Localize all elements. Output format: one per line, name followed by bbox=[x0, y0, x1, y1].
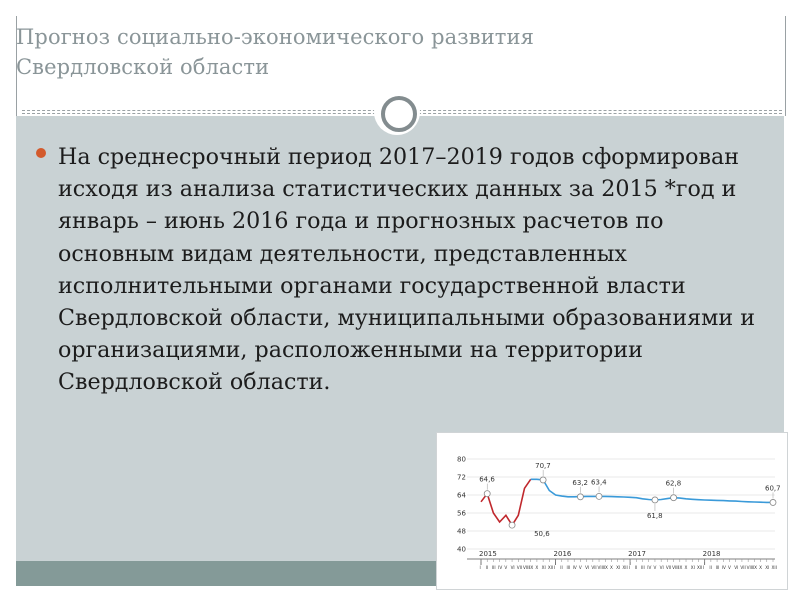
data-label: 63,2 bbox=[572, 478, 588, 487]
data-label: 62,8 bbox=[665, 479, 682, 488]
bullet-text: На среднесрочный период 2017–2019 годов сформирован исходя из анализа статистических данных за 2015 *год и январь – июнь 2016 года и прогнозных расчетов по основным видам деятельности, представленных исполнительными органами государственной власти Свердловской области, муниципальными образованиями и организациями, расположенными на территории Свердловской области. bbox=[58, 144, 755, 396]
month-tick-label: III bbox=[715, 565, 720, 570]
data-point bbox=[596, 493, 602, 499]
month-tick-label: I bbox=[628, 565, 630, 570]
month-tick-label: X bbox=[535, 565, 539, 570]
month-tick-label: VI bbox=[585, 565, 590, 570]
data-label: 50,6 bbox=[534, 530, 550, 539]
month-tick-label: II bbox=[485, 565, 489, 570]
data-label: 64,6 bbox=[479, 475, 495, 484]
month-tick-label: I bbox=[479, 565, 481, 570]
month-tick-label: XI bbox=[616, 565, 621, 570]
title-line-1: Прогноз социально-экономического развития bbox=[16, 25, 534, 49]
month-tick-label: IV bbox=[572, 565, 577, 570]
month-tick-label: VIII bbox=[522, 565, 530, 570]
bullet-icon bbox=[36, 148, 46, 158]
month-tick-label: III bbox=[641, 565, 645, 570]
month-tick-label: IX bbox=[752, 565, 757, 570]
data-point bbox=[577, 494, 583, 500]
data-label: 61,8 bbox=[646, 511, 663, 520]
chart-svg bbox=[437, 433, 789, 591]
month-tick-label: VII bbox=[665, 565, 672, 570]
month-tick-label: V bbox=[728, 565, 731, 570]
data-label: 60,7 bbox=[765, 484, 781, 493]
month-tick-label: X bbox=[609, 565, 613, 570]
month-tick-label: VII bbox=[740, 565, 746, 570]
month-tick-label: XII bbox=[547, 565, 554, 570]
y-tick-label: 56 bbox=[457, 509, 466, 518]
data-label: 70,7 bbox=[535, 461, 551, 470]
month-tick-label: II bbox=[709, 565, 712, 570]
month-tick-label: I bbox=[703, 565, 705, 570]
y-tick-label: 72 bbox=[457, 473, 466, 482]
y-tick-label: 48 bbox=[457, 527, 466, 536]
month-tick-label: IX bbox=[678, 565, 683, 570]
month-tick-label: V bbox=[578, 565, 582, 570]
month-tick-label: XII bbox=[696, 565, 703, 570]
year-label: 2015 bbox=[479, 550, 497, 558]
series-line bbox=[481, 479, 531, 525]
month-tick-label: IV bbox=[647, 565, 652, 570]
line-chart bbox=[436, 432, 788, 590]
year-label: 2018 bbox=[702, 550, 721, 558]
month-tick-label: XI bbox=[541, 565, 546, 570]
month-tick-label: XII bbox=[622, 565, 628, 570]
month-tick-label: IX bbox=[529, 565, 534, 570]
month-tick-label: XI bbox=[690, 565, 695, 570]
data-label: 63,4 bbox=[591, 478, 607, 487]
month-tick-label: VI bbox=[659, 565, 664, 570]
month-tick-label: I bbox=[554, 565, 556, 570]
month-tick-label: VIII bbox=[672, 565, 679, 570]
month-tick-label: VI bbox=[510, 565, 515, 570]
year-label: 2016 bbox=[553, 550, 572, 558]
month-tick-label: III bbox=[566, 565, 571, 570]
data-point bbox=[484, 491, 490, 497]
month-tick-label: II bbox=[634, 565, 638, 570]
y-tick-label: 64 bbox=[457, 491, 466, 500]
data-point bbox=[509, 522, 515, 528]
data-point bbox=[540, 477, 546, 483]
month-tick-label: II bbox=[560, 565, 563, 570]
data-point bbox=[770, 499, 776, 505]
month-tick-label: V bbox=[504, 565, 508, 570]
title-line-2: Свердловской области bbox=[16, 55, 270, 79]
month-tick-label: V bbox=[653, 565, 657, 570]
month-tick-label: VI bbox=[734, 565, 739, 570]
month-tick-label: VIII bbox=[746, 565, 754, 570]
data-point bbox=[652, 497, 658, 503]
month-tick-label: XII bbox=[771, 565, 777, 570]
month-tick-label: XI bbox=[765, 565, 770, 570]
month-tick-label: IV bbox=[498, 565, 503, 570]
data-point bbox=[671, 495, 677, 501]
ring-icon bbox=[381, 96, 417, 132]
month-tick-label: X bbox=[684, 565, 688, 570]
month-tick-label: VII bbox=[516, 565, 523, 570]
month-tick-label: X bbox=[759, 565, 762, 570]
month-tick-label: VII bbox=[591, 565, 597, 570]
month-tick-label: IV bbox=[721, 565, 726, 570]
y-tick-label: 40 bbox=[457, 545, 466, 554]
slide-title bbox=[16, 22, 736, 82]
year-label: 2017 bbox=[628, 550, 646, 558]
month-tick-label: IX bbox=[603, 565, 608, 570]
month-tick-label: III bbox=[491, 565, 496, 570]
month-tick-label: VIII bbox=[597, 565, 605, 570]
y-tick-label: 80 bbox=[457, 455, 466, 464]
